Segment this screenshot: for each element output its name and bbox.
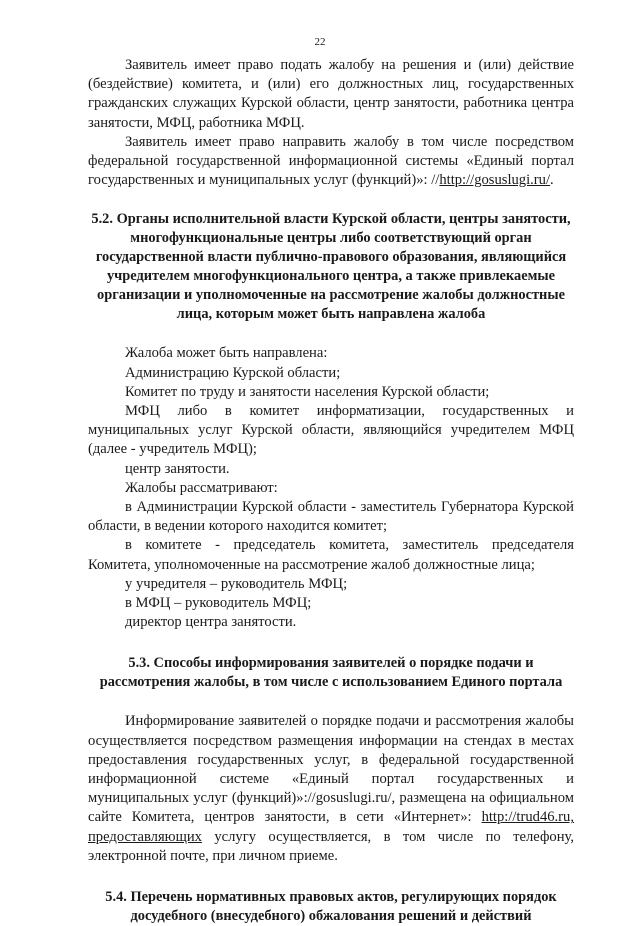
list-item: у учредителя – руководитель МФЦ;: [125, 575, 348, 592]
section-5-3-heading: 5.3. Способы информирования заявителей о порядке подачи и рассмотрения жалобы, в том числе с использованием Единого портала: [99, 655, 563, 691]
document-body: [88, 56, 574, 926]
section-5-4-heading: 5.4. Перечень нормативных правовых актов, регулирующих порядок досудебного (внесудебного) обжалования решений и действий: [105, 889, 557, 925]
list-item: в МФЦ – руководитель МФЦ;: [125, 595, 312, 612]
list-item: Жалобы рассматривают:: [125, 479, 278, 496]
intro-paragraph-1: Заявитель имеет право подать жалобу на решения и (или) действие (бездействие) комитета, и (или) его должностных лиц, государственных гражданских служащих Курской области, центр занятости, работника центра занятости, МФЦ, работника МФЦ.: [88, 57, 574, 131]
intro-paragraph-2-text: Заявитель имеет право направить жалобу в том числе посредством федеральной государственной информационной системы «Единый портал государственных и муниципальных услуг (функций)»: //: [88, 133, 574, 189]
list-item: МФЦ либо в комитет информатизации, государственных и муниципальных услуг Курской области, являющийся учредителем МФЦ (далее - учредитель МФЦ);: [88, 403, 574, 458]
section-5-2-list: [88, 344, 574, 632]
list-item: центр занятости.: [125, 460, 230, 477]
section-5-2-heading: 5.2. Органы исполнительной власти Курской области, центры занятости, многофункциональные центры либо соответствующий орган государственной власти публично-правового образования, являющийся учредителем многофункционального центра, а также привлекаемые организации и уполномоченные на рассмотрение жалобы должностные лица, которым может быть направлена жалоба: [91, 211, 571, 323]
list-item: Администрацию Курской области;: [125, 364, 341, 381]
trud46-link[interactable]: http://trud46.ru, предоставляющих: [88, 809, 574, 845]
gosuslugi-link[interactable]: http://gosuslugi.ru/: [439, 172, 551, 189]
list-item: в Администрации Курской области - заместитель Губернатора Курской области, в ведении которого находится комитет;: [88, 499, 574, 535]
intro-paragraph-2-end: .: [550, 172, 554, 189]
list-item: директор центра занятости.: [125, 614, 297, 631]
list-item: в комитете - председатель комитета, заместитель председателя Комитета, уполномоченные на рассмотрение жалоб должностные лица;: [88, 537, 574, 573]
intro-paragraph-2: [88, 133, 574, 191]
list-item: Комитет по труду и занятости населения Курской области;: [125, 383, 490, 400]
list-item: Жалоба может быть направлена:: [125, 345, 328, 362]
section-5-3-text: Информирование заявителей о порядке подачи и рассмотрения жалобы осуществляется посредством размещения информации на стендах в местах предоставления государственных услуг, в федеральной государственной информационной системе «Единый портал государственных и муниципальных услуг (функций)»://gosuslugi.ru/, размещена на официальном сайте Комитета, центров занятости, в сети «Интернет»:: [88, 713, 574, 826]
section-5-3-text-end: услугу осуществляется, в том числе по телефону, электронной почте, при личном приеме.: [88, 828, 574, 864]
section-5-3-paragraph: [88, 712, 574, 866]
page-number: 22: [314, 36, 326, 48]
